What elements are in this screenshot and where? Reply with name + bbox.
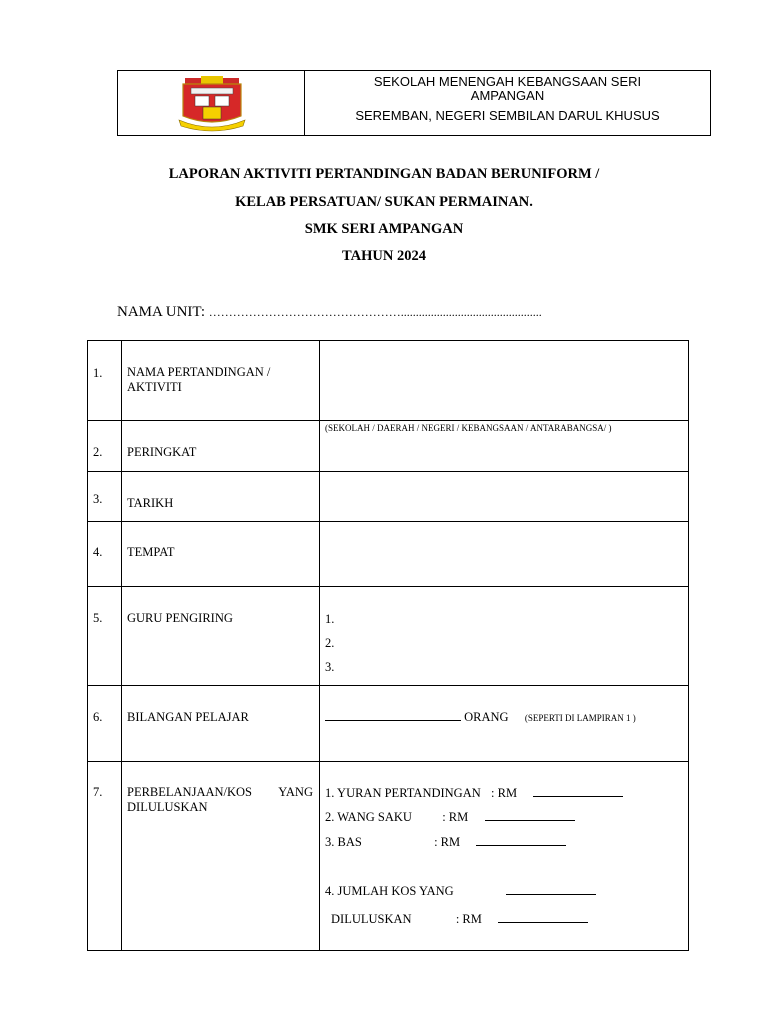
report-title-year: TAHUN 2024: [342, 248, 426, 264]
orang-label: ORANG: [464, 710, 509, 724]
unit-name-label: NAMA UNIT:: [117, 304, 206, 320]
bus-line: [325, 834, 566, 850]
row3-number: 3.: [93, 492, 103, 506]
row7-label-a2: YANG: [278, 785, 313, 799]
approved-total-field[interactable]: [498, 911, 588, 923]
level-field[interactable]: [320, 433, 688, 471]
row7-label-b: DILULUSKAN: [127, 800, 208, 814]
school-address: SEREMBAN, NEGERI SEMBILAN DARUL KHUSUS: [355, 108, 660, 123]
row7-label: [127, 785, 313, 815]
total-label: 4. JUMLAH KOS YANG: [325, 884, 454, 898]
row1-number: 1.: [93, 366, 103, 380]
row7-number: 7.: [93, 785, 103, 799]
row2-number: 2.: [93, 445, 103, 459]
unit-name-field[interactable]: …………………………………………...............................................: [208, 305, 542, 319]
teacher-1-field[interactable]: 1.: [325, 612, 335, 626]
row-divider: [88, 685, 688, 686]
school-crest-icon: [177, 76, 247, 132]
row4-number: 4.: [93, 545, 103, 559]
row7-label-a: PERBELANJAAN/KOS: [127, 785, 253, 799]
col-divider-1: [121, 341, 122, 950]
row2-label: PERINGKAT: [127, 445, 197, 459]
total-field-top[interactable]: [506, 883, 596, 895]
fee-label: 1. YURAN PERTANDINGAN: [325, 786, 481, 800]
allowance-label: 2. WANG SAKU: [325, 810, 412, 824]
student-count-field[interactable]: [325, 709, 461, 721]
allowance-line: [325, 809, 575, 825]
venue-field[interactable]: [320, 522, 688, 586]
row5-number: 5.: [93, 611, 103, 625]
bus-label: 3. BAS: [325, 835, 362, 849]
approved-line: [331, 911, 588, 927]
row4-label: TEMPAT: [127, 545, 175, 559]
row1-label-a: NAMA PERTANDINGAN /: [127, 365, 271, 379]
competition-name-field[interactable]: [320, 341, 688, 420]
report-title-line1: LAPORAN AKTIVITI PERTANDINGAN BADAN BERUNIFORM /: [168, 166, 600, 182]
report-title-line2: KELAB PERSATUAN/ SUKAN PERMAINAN.: [235, 194, 533, 210]
row5-label: GURU PENGIRING: [127, 611, 233, 625]
unit-name-line: [117, 304, 542, 321]
report-table: [87, 340, 689, 951]
total-line: [325, 883, 596, 899]
fee-rm: : RM: [491, 786, 518, 800]
school-name-block: [305, 71, 710, 135]
bus-rm: : RM: [434, 835, 461, 849]
fee-field[interactable]: [533, 785, 623, 797]
date-field[interactable]: [320, 472, 688, 521]
row1-label-b: AKTIVITI: [127, 380, 182, 394]
school-name-line2: AMPANGAN: [470, 88, 545, 103]
row6-label: BILANGAN PELAJAR: [127, 710, 249, 724]
fee-line: [325, 785, 623, 801]
student-count-line: [325, 709, 636, 726]
row6-number: 6.: [93, 710, 103, 724]
row-divider: [88, 761, 688, 762]
row1-label: [127, 365, 270, 395]
attachment-note: (SEPERTI DI LAMPIRAN 1 ): [524, 713, 636, 723]
allowance-field[interactable]: [485, 809, 575, 821]
allowance-rm: : RM: [442, 810, 469, 824]
teacher-3-field[interactable]: 3.: [325, 660, 335, 674]
school-name-line1: SEKOLAH MENENGAH KEBANGSAAN SERI: [373, 74, 642, 89]
bus-field[interactable]: [476, 834, 566, 846]
row-divider: [88, 586, 688, 587]
approved-rm: : RM: [455, 912, 482, 926]
row3-label: TARIKH: [127, 496, 174, 510]
teacher-2-field[interactable]: 2.: [325, 636, 335, 650]
level-options-hint: (SEKOLAH / DAERAH / NEGERI / KEBANGSAAN / ANTARABANGSA/ ): [325, 423, 612, 433]
approved-label: DILULUSKAN: [331, 912, 412, 926]
report-title-line3: SMK SERI AMPANGAN: [304, 221, 464, 237]
